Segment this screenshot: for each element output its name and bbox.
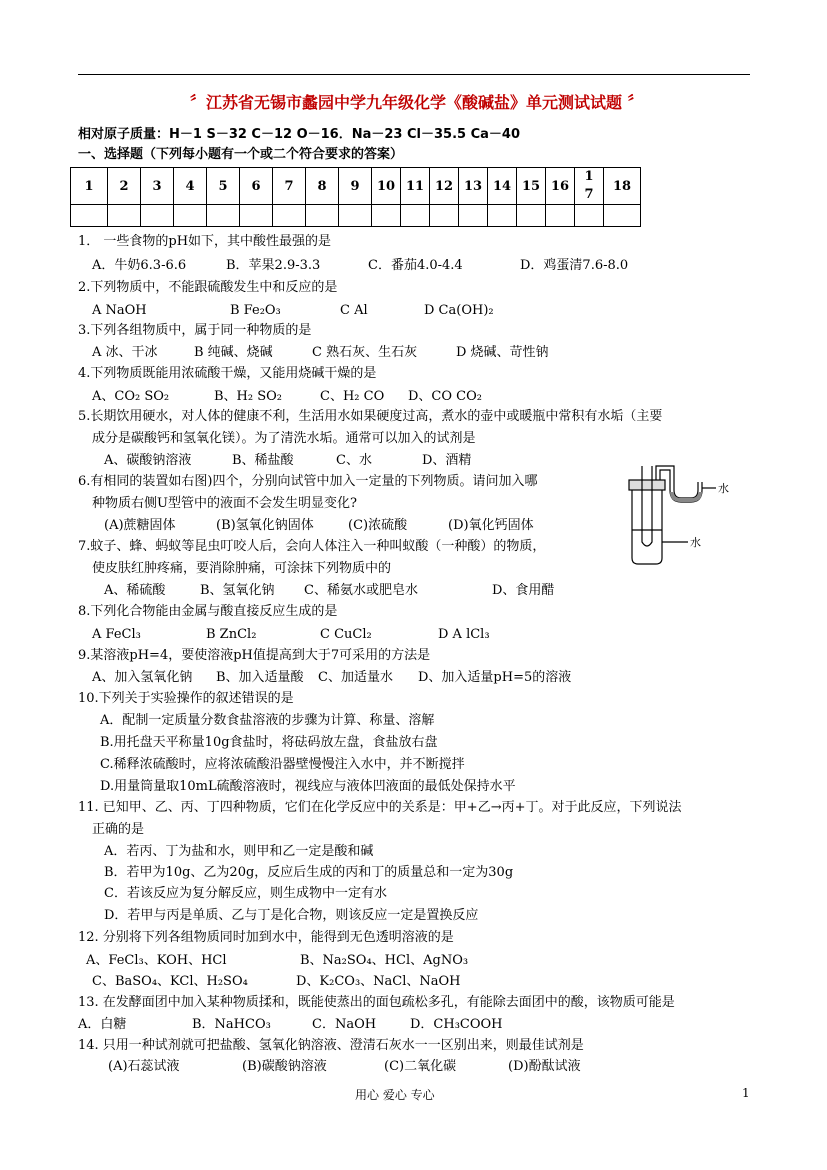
answer-col-18: 18	[604, 168, 641, 205]
question-14-options	[108, 1059, 581, 1075]
answer-cell[interactable]	[108, 205, 141, 227]
header-rule	[78, 74, 750, 75]
option-c: C CuCl₂	[320, 627, 372, 642]
option-d: D、K₂CO₃、NaCl、NaOH	[296, 974, 461, 989]
option-d: (D)酚酞试液	[508, 1059, 581, 1074]
option-b: B、Na₂SO₄、HCl、AgNO₃	[300, 953, 469, 968]
option-b: B Fe₂O₃	[230, 303, 281, 318]
question-10-line-c: C.稀释浓硫酸时，应将浓硫酸沿器壁慢慢注入水中，并不断搅拌	[100, 757, 465, 772]
question-7-options	[104, 583, 554, 599]
answer-col-6: 6	[240, 168, 273, 205]
question-1: 1． 一些食物的pH如下，其中酸性最强的是	[78, 234, 332, 249]
option-a: A FeCl₃	[92, 627, 141, 642]
question-10-line-b: B.用托盘天平称量10g食盐时，将砝码放左盘，食盐放右盘	[100, 735, 438, 750]
option-a: A、稀硫酸	[104, 583, 166, 598]
question-12: 12. 分别将下列各组物质同时加到水中，能得到无色透明溶液的是	[78, 930, 454, 945]
answer-col-3: 3	[141, 168, 174, 205]
question-9-options	[92, 670, 571, 686]
option-a: A、CO₂ SO₂	[92, 389, 170, 404]
question-3: 3.下列各组物质中，属于同一种物质的是	[78, 323, 312, 338]
option-a: A 冰、干冰	[92, 345, 158, 360]
answer-cell[interactable]	[488, 205, 517, 227]
answer-col-16: 16	[546, 168, 575, 205]
flask-body	[632, 488, 662, 564]
answer-col-9: 9	[339, 168, 372, 205]
option-a: (A)石蕊试液	[108, 1059, 180, 1074]
question-6-options	[104, 518, 534, 534]
question-10-line-a: A．配制一定质量分数食盐溶液的步骤为计算、称量、溶解	[100, 713, 435, 728]
answer-header-row	[71, 168, 641, 205]
answer-cell[interactable]	[430, 205, 459, 227]
option-a: A、FeCl₃、KOH、HCl	[86, 953, 227, 968]
answer-cell[interactable]	[306, 205, 339, 227]
answer-col-7: 7	[273, 168, 306, 205]
answer-cell[interactable]	[546, 205, 575, 227]
option-d: D、CO CO₂	[408, 389, 482, 404]
question-2: 2.下列物质中，不能跟硫酸发生中和反应的是	[78, 280, 338, 295]
answer-col-2: 2	[108, 168, 141, 205]
question-6: 6.有相同的装置如右图)四个，分别向试管中加入一定量的下列物质。请问加入哪	[78, 474, 538, 489]
answer-col-1: 1	[71, 168, 108, 205]
option-d: (D)氧化钙固体	[448, 518, 534, 533]
question-8: 8.下列化合物能由金属与酸直接反应生成的是	[78, 604, 338, 619]
answer-col-17: 1 7	[575, 168, 604, 205]
question-2-options	[92, 303, 494, 319]
answer-col-15: 15	[517, 168, 546, 205]
answer-cell[interactable]	[240, 205, 273, 227]
answer-cell[interactable]	[459, 205, 488, 227]
option-a: A、加入氢氧化钠	[92, 670, 193, 685]
option-d: D 烧碱、苛性钠	[456, 345, 549, 360]
page-title: 〞江苏省无锡市蠡园中学九年级化学《酸碱盐》单元测试试题 〞	[190, 93, 644, 112]
answer-col-11: 11	[401, 168, 430, 205]
option-a: A、碳酸钠溶液	[104, 453, 192, 468]
question-5-cont: 成分是碳酸钙和氢氧化镁）。为了清洗水垢。通常可以加入的试剂是	[92, 431, 476, 446]
answer-cell[interactable]	[207, 205, 240, 227]
option-a: A．牛奶6.3-6.6	[92, 258, 187, 273]
question-11-line-b: B．若甲为10g、乙为20g，反应后生成的丙和丁的质量总和一定为30g	[104, 865, 514, 880]
answer-col-12: 12	[430, 168, 459, 205]
answer-cell[interactable]	[575, 205, 604, 227]
option-d: D．CH₃COOH	[410, 1017, 503, 1032]
question-11-line-d: D．若甲与丙是单质、乙与丁是化合物，则该反应一定是置换反应	[104, 908, 479, 923]
atomic-mass-line: 相对原子质量：H－1 S－32 C－12 O－16．Na－23 Cl－35.5 Ca－40	[78, 127, 521, 142]
option-c: (C)二氧化碳	[384, 1059, 457, 1074]
question-7: 7.蚊子、蜂、蚂蚁等昆虫叮咬人后，会向人体注入一种叫蚁酸（一种酸）的物质，	[78, 539, 546, 554]
question-12-options-row2	[92, 974, 461, 990]
answer-blank-row	[71, 205, 641, 227]
answer-col-5: 5	[207, 168, 240, 205]
section-heading: 一、选择题（下列每小题有一个或二个符合要求的答案）	[78, 147, 404, 162]
question-6-cont: 种物质右侧U型管中的液面不会发生明显变化?	[92, 496, 357, 511]
answer-cell[interactable]	[174, 205, 207, 227]
question-11-cont: 正确的是	[92, 822, 145, 837]
option-a: (A)蔗糖固体	[104, 518, 176, 533]
answer-cell[interactable]	[372, 205, 401, 227]
apparatus-figure	[616, 458, 736, 570]
page-number: 1	[742, 1086, 750, 1100]
option-b: B、稀盐酸	[232, 453, 294, 468]
question-4: 4.下列物质既能用浓硫酸干燥，又能用烧碱干燥的是	[78, 366, 377, 381]
option-c: C．番茄4.0-4.4	[368, 258, 463, 273]
option-c: C．NaOH	[312, 1017, 377, 1032]
question-9: 9.某溶液pH=4，要使溶液pH值提高到大于7可采用的方法是	[78, 648, 431, 663]
answer-col-13: 13	[459, 168, 488, 205]
option-b: B、H₂ SO₂	[214, 389, 283, 404]
answer-table	[70, 167, 641, 227]
question-1-options	[92, 258, 628, 274]
option-c: C 熟石灰、生石灰	[312, 345, 418, 360]
question-13: 13. 在发酵面团中加入某种物质揉和，既能使蒸出的面包疏松多孔，有能除去面团中的酸，该物质可能是	[78, 995, 675, 1010]
inner-test-tube	[642, 466, 652, 546]
question-7-cont: 使皮肤红肿疼痛，要消除肿痛，可涂抹下列物质中的	[92, 561, 392, 576]
answer-col-8: 8	[306, 168, 339, 205]
question-10: 10.下列关于实验操作的叙述错误的是	[78, 691, 294, 706]
option-c: C、稀氨水或肥皂水	[304, 583, 418, 598]
answer-cell[interactable]	[401, 205, 430, 227]
option-d: D Ca(OH)₂	[424, 303, 494, 318]
answer-col-4: 4	[174, 168, 207, 205]
answer-col-14: 14	[488, 168, 517, 205]
option-d: D．鸡蛋清7.6-8.0	[520, 258, 629, 273]
stopper	[629, 480, 665, 490]
option-b: B．NaHCO₃	[192, 1017, 271, 1032]
option-b: B．苹果2.9-3.3	[226, 258, 321, 273]
answer-col-10: 10	[372, 168, 401, 205]
option-c: C、加适量水	[318, 670, 393, 685]
option-b: (B)氢氧化钠固体	[216, 518, 314, 533]
question-11-line-c: C．若该反应为复分解反应，则生成物中一定有水	[104, 886, 387, 901]
option-c: C、BaSO₄、KCl、H₂SO₄	[92, 974, 248, 989]
option-b: (B)碳酸钠溶液	[242, 1059, 327, 1074]
page-footer: 用心 爱心 专心	[355, 1088, 435, 1102]
question-11-line-a: A．若丙、丁为盐和水，则甲和乙一定是酸和碱	[104, 844, 374, 859]
answer-cell[interactable]	[141, 205, 174, 227]
figure-label-bottom: 水	[690, 536, 701, 549]
option-a: A．白糖	[78, 1017, 127, 1032]
question-4-options	[92, 389, 482, 405]
question-10-line-d: D.用量筒量取10mL硫酸溶液时，视线应与液体凹液面的最低处保持水平	[100, 779, 516, 794]
answer-cell[interactable]	[604, 205, 641, 227]
question-5: 5.长期饮用硬水，对人体的健康不利，生活用水如果硬度过高，煮水的壶中或暖瓶中常积有水垢（主要	[78, 409, 663, 424]
question-3-options	[92, 345, 549, 361]
question-14: 14. 只用一种试剂就可把盐酸、氢氧化钠溶液、澄清石灰水一一区别出来，则最佳试剂是	[78, 1038, 584, 1053]
option-c: C、H₂ CO	[320, 389, 385, 404]
answer-cell[interactable]	[517, 205, 546, 227]
option-d: D、加入适量pH=5的溶液	[418, 670, 572, 685]
option-b: B、加入适量酸	[216, 670, 304, 685]
question-12-options-row1	[86, 953, 468, 969]
question-11: 11. 已知甲、乙、丙、丁四种物质，它们在化学反应中的关系是：甲+乙→丙+丁。对于此反应，下列说法	[78, 800, 682, 815]
answer-cell[interactable]	[71, 205, 108, 227]
option-b: B ZnCl₂	[206, 627, 257, 642]
answer-cell[interactable]	[273, 205, 306, 227]
question-8-options	[92, 627, 490, 643]
option-d: D、酒精	[422, 453, 472, 468]
option-d: D A lCl₃	[438, 627, 490, 642]
question-5-options	[104, 453, 471, 469]
option-c: (C)浓硫酸	[348, 518, 408, 533]
option-c: C Al	[340, 303, 368, 318]
option-b: B、氢氧化钠	[200, 583, 275, 598]
question-13-options	[78, 1017, 503, 1033]
option-a: A NaOH	[92, 303, 147, 318]
figure-label-top: 水	[718, 482, 729, 495]
answer-cell[interactable]	[339, 205, 372, 227]
option-c: C、水	[336, 453, 372, 468]
option-b: B 纯碱、烧碱	[194, 345, 273, 360]
option-d: D、食用醋	[492, 583, 555, 598]
